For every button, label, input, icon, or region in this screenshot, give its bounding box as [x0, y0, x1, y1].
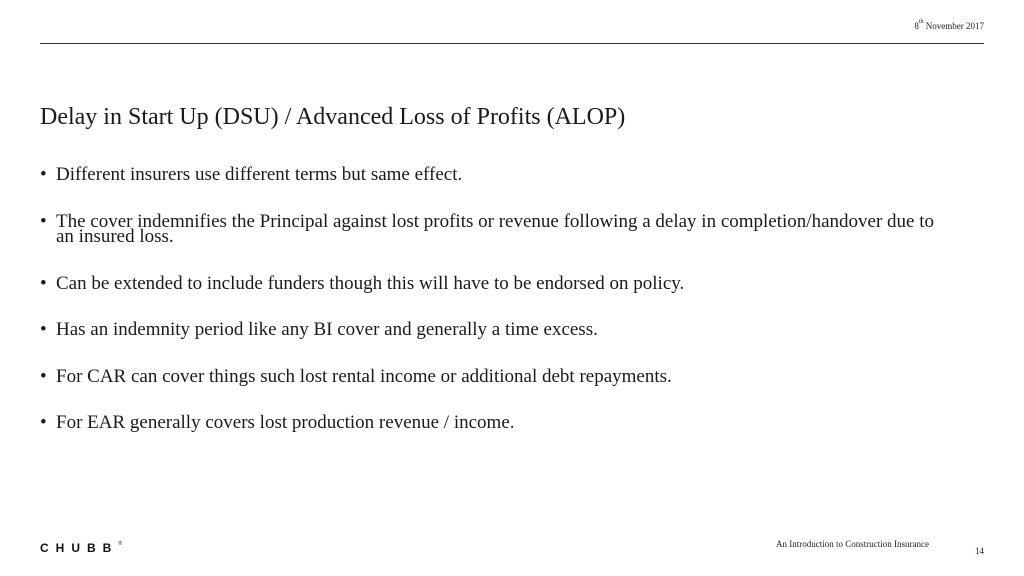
header-divider [40, 43, 984, 44]
slide-title: Delay in Start Up (DSU) / Advanced Loss of Profits (ALOP) [40, 104, 626, 130]
presentation-title: An Introduction to Construction Insurance [776, 539, 929, 549]
slide-date: 8th November 2017 [914, 19, 984, 31]
bullet-item: • The cover indemnifies the Principal against lost profits or revenue following a delay in completion/handover due to an insured loss. [40, 214, 940, 245]
bullet-item: • Can be extended to include funders though this will have to be endorsed on policy. [40, 276, 940, 292]
bullet-list [40, 164, 940, 462]
bullet-item: • Has an indemnity period like any BI cover and generally a time excess. [40, 322, 940, 338]
chubb-logo: CHUBB® [40, 541, 123, 555]
bullet-item: • For EAR generally covers lost production revenue / income. [40, 415, 940, 431]
bullet-item: • Different insurers use different terms but same effect. [40, 167, 940, 183]
bullet-item: • For CAR can cover things such lost rental income or additional debt repayments. [40, 369, 940, 385]
page-number: 14 [975, 546, 984, 556]
